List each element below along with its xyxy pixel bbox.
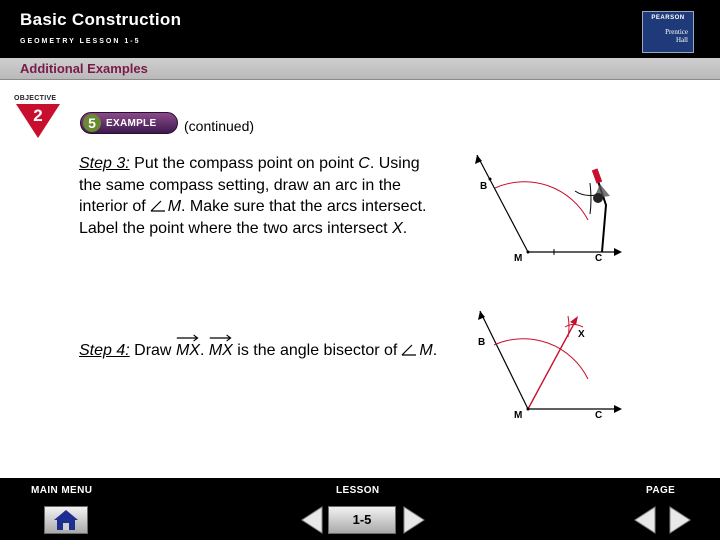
ray-mx-1-text: MX <box>175 342 200 359</box>
step3-point-m: M <box>167 198 182 215</box>
angle-icon <box>401 344 417 356</box>
lesson-subtitle: GEOMETRY LESSON 1-5 <box>20 38 141 45</box>
objective-label: OBJECTIVE <box>14 95 57 102</box>
lesson-prev-button[interactable] <box>300 506 324 534</box>
example-label: EXAMPLE <box>106 118 157 129</box>
step3-text <box>79 153 429 239</box>
lesson-label: LESSON <box>336 485 380 496</box>
lesson-number-button[interactable]: 1-5 <box>328 506 396 534</box>
fig2-label-b: B <box>478 337 486 348</box>
section-label: Additional Examples <box>20 61 148 76</box>
ray-mx-2 <box>209 340 233 362</box>
construction-figure-step4 <box>470 305 630 425</box>
fig1-label-m: M <box>514 253 523 264</box>
logo-prentice-text: Prentice <box>665 28 688 36</box>
page-label: PAGE <box>646 485 676 496</box>
main-menu-label: MAIN MENU <box>31 485 93 496</box>
angle-icon <box>150 200 166 212</box>
footer-nav <box>0 478 720 540</box>
fig2-label-m: M <box>514 410 523 421</box>
step4-text-1: Draw <box>129 342 176 359</box>
step3-text-3: . Make sure that the arcs intersect. Label the point where the two arcs intersect <box>79 198 427 237</box>
fig1-label-b: B <box>480 181 488 192</box>
step4-text-3: is the angle bisector of <box>232 342 398 359</box>
step4-point-m: M <box>419 342 433 359</box>
logo-pearson-text: PEARSON <box>651 15 685 21</box>
step4-text-4: . <box>432 342 438 359</box>
objective-badge <box>14 95 64 140</box>
ray-arrow-icon <box>176 333 200 341</box>
fig1-label-c: C <box>595 253 603 264</box>
step3-text-2: . Using the same compass setting, draw an arc in the interior of <box>79 155 420 215</box>
step3-point-c: C <box>358 155 370 172</box>
ray-mx-2-text: MX <box>208 342 233 359</box>
continued-label: (continued) <box>184 118 255 134</box>
example-badge <box>80 112 178 134</box>
step4-text <box>79 340 439 362</box>
step4-text-2: . <box>199 342 209 359</box>
pearson-logo <box>642 11 694 53</box>
construction-figure-step3 <box>470 148 630 268</box>
fig2-label-x: X <box>578 329 585 340</box>
home-icon <box>45 507 87 533</box>
page-title: Basic Construction <box>20 10 182 29</box>
step3-label: Step 3: <box>79 155 130 172</box>
step3-point-x: X <box>392 219 403 237</box>
step3-text-4: . <box>402 219 408 237</box>
ray-mx-1 <box>176 340 200 362</box>
logo-hall-text: Hall <box>675 36 688 44</box>
header-bar <box>0 0 720 58</box>
main-menu-button[interactable] <box>44 506 88 534</box>
fig2-label-c: C <box>595 410 603 421</box>
page-prev-button[interactable] <box>633 506 657 534</box>
page-next-button[interactable] <box>668 506 692 534</box>
objective-number: 2 <box>33 106 43 125</box>
lesson-next-button[interactable] <box>402 506 426 534</box>
example-number: 5 <box>83 114 101 132</box>
step3-text-1: Put the compass point on point <box>129 155 359 172</box>
ray-arrow-icon <box>209 333 233 341</box>
section-banner <box>0 58 720 80</box>
step4-label: Step 4: <box>79 342 130 359</box>
